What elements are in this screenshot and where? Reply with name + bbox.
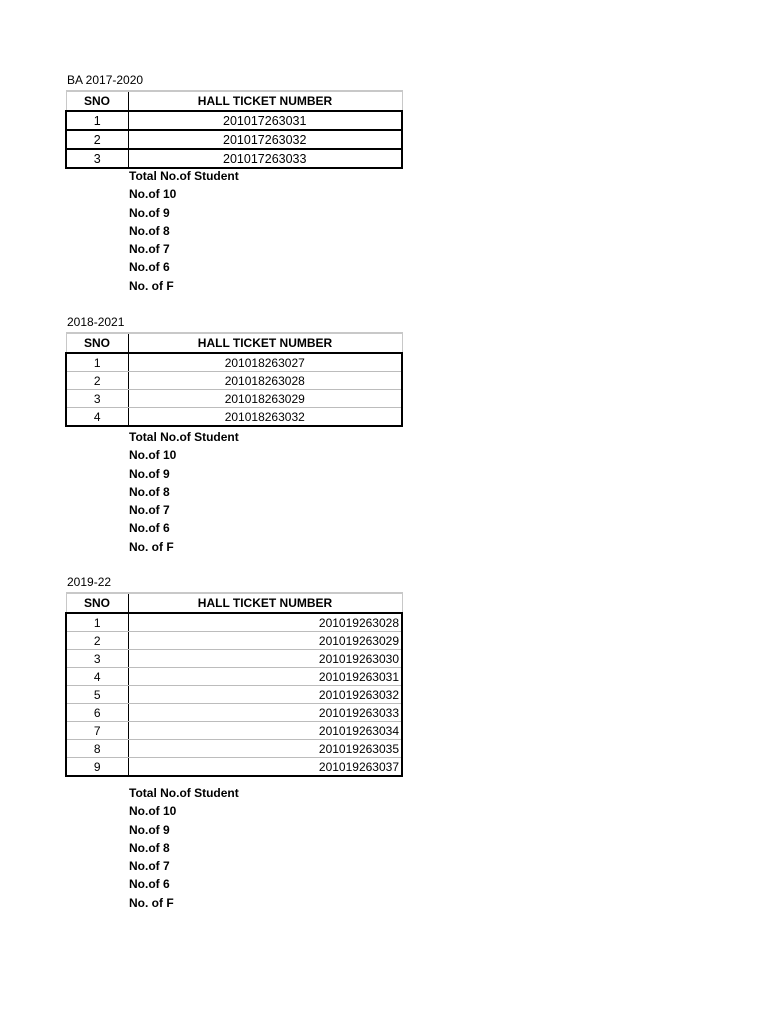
table-row [66, 390, 402, 408]
stat-count-7: No.of 7 [129, 859, 170, 874]
table-row [66, 758, 402, 777]
hall-ticket-cell: 201017263033 [128, 149, 402, 168]
hall-ticket-cell: 201019263029 [128, 632, 402, 650]
hall-ticket-cell: 201018263027 [128, 353, 402, 372]
hall-ticket-table [65, 90, 403, 169]
hall-ticket-header: HALL TICKET NUMBER [128, 91, 402, 111]
table-row [66, 650, 402, 668]
stats-list [129, 167, 329, 295]
stat-count-7: No.of 7 [129, 503, 170, 518]
sno-cell: 2 [66, 372, 128, 390]
stat-count-f: No. of F [129, 895, 174, 910]
stat-total-students: Total No.of Student [129, 430, 239, 444]
stat-count-7: No.of 7 [129, 242, 170, 257]
stats-list [129, 428, 329, 556]
sno-cell: 3 [66, 390, 128, 408]
stat-count-10: No.of 10 [129, 804, 177, 819]
table-row [66, 668, 402, 686]
stat-count-8: No.of 8 [129, 223, 170, 238]
table-row [66, 353, 402, 372]
hall-ticket-table [65, 592, 403, 777]
stat-total-students: Total No.of Student [129, 786, 239, 800]
sno-cell: 5 [66, 686, 128, 704]
table-row [66, 704, 402, 722]
table-row [66, 613, 402, 632]
sno-cell: 3 [66, 149, 128, 168]
hall-ticket-cell: 201018263028 [128, 372, 402, 390]
table-header-row [66, 333, 402, 353]
sno-cell: 1 [66, 353, 128, 372]
sno-cell: 6 [66, 704, 128, 722]
stat-count-9: No.of 9 [129, 822, 170, 837]
hall-ticket-header: HALL TICKET NUMBER [128, 593, 402, 613]
table-row [66, 408, 402, 427]
section-title: BA 2017-2020 [67, 73, 144, 87]
sno-header: SNO [66, 333, 128, 353]
sno-cell: 2 [66, 632, 128, 650]
sno-header: SNO [66, 593, 128, 613]
sno-cell: 8 [66, 740, 128, 758]
hall-ticket-cell: 201019263031 [128, 668, 402, 686]
table-row [66, 372, 402, 390]
stat-count-f: No. of F [129, 539, 174, 554]
table-row [66, 740, 402, 758]
sno-cell: 1 [66, 613, 128, 632]
hall-ticket-cell: 201019263032 [128, 686, 402, 704]
hall-ticket-table [65, 332, 403, 427]
stat-total-students: Total No.of Student [129, 169, 239, 183]
sno-header: SNO [66, 91, 128, 111]
hall-ticket-cell: 201019263033 [128, 704, 402, 722]
hall-ticket-cell: 201019263037 [128, 758, 402, 777]
table-header-row [66, 593, 402, 613]
hall-ticket-cell: 201019263028 [128, 613, 402, 632]
table-row [66, 632, 402, 650]
sno-cell: 4 [66, 668, 128, 686]
sno-cell: 9 [66, 758, 128, 777]
sno-cell: 2 [66, 130, 128, 149]
section-title: 2018-2021 [67, 315, 125, 329]
table-row [66, 149, 402, 168]
sno-cell: 7 [66, 722, 128, 740]
stat-count-f: No. of F [129, 278, 174, 293]
stats-list [129, 784, 329, 912]
hall-ticket-cell: 201019263035 [128, 740, 402, 758]
stat-count-8: No.of 8 [129, 484, 170, 499]
stat-count-9: No.of 9 [129, 466, 170, 481]
table-row [66, 130, 402, 149]
hall-ticket-header: HALL TICKET NUMBER [128, 333, 402, 353]
sno-cell: 1 [66, 111, 128, 130]
stat-count-8: No.of 8 [129, 840, 170, 855]
hall-ticket-cell: 201018263029 [128, 390, 402, 408]
stat-count-10: No.of 10 [129, 187, 177, 202]
hall-ticket-cell: 201019263034 [128, 722, 402, 740]
table-row [66, 111, 402, 130]
stat-count-10: No.of 10 [129, 448, 177, 463]
section-title: 2019-22 [67, 575, 112, 589]
stat-count-6: No.of 6 [129, 877, 170, 892]
hall-ticket-cell: 201017263032 [128, 130, 402, 149]
sno-cell: 3 [66, 650, 128, 668]
stat-count-6: No.of 6 [129, 521, 170, 536]
stat-count-6: No.of 6 [129, 260, 170, 275]
table-header-row [66, 91, 402, 111]
table-row [66, 686, 402, 704]
table-row [66, 722, 402, 740]
stat-count-9: No.of 9 [129, 205, 170, 220]
hall-ticket-cell: 201019263030 [128, 650, 402, 668]
hall-ticket-cell: 201018263032 [128, 408, 402, 427]
hall-ticket-cell: 201017263031 [128, 111, 402, 130]
sno-cell: 4 [66, 408, 128, 427]
